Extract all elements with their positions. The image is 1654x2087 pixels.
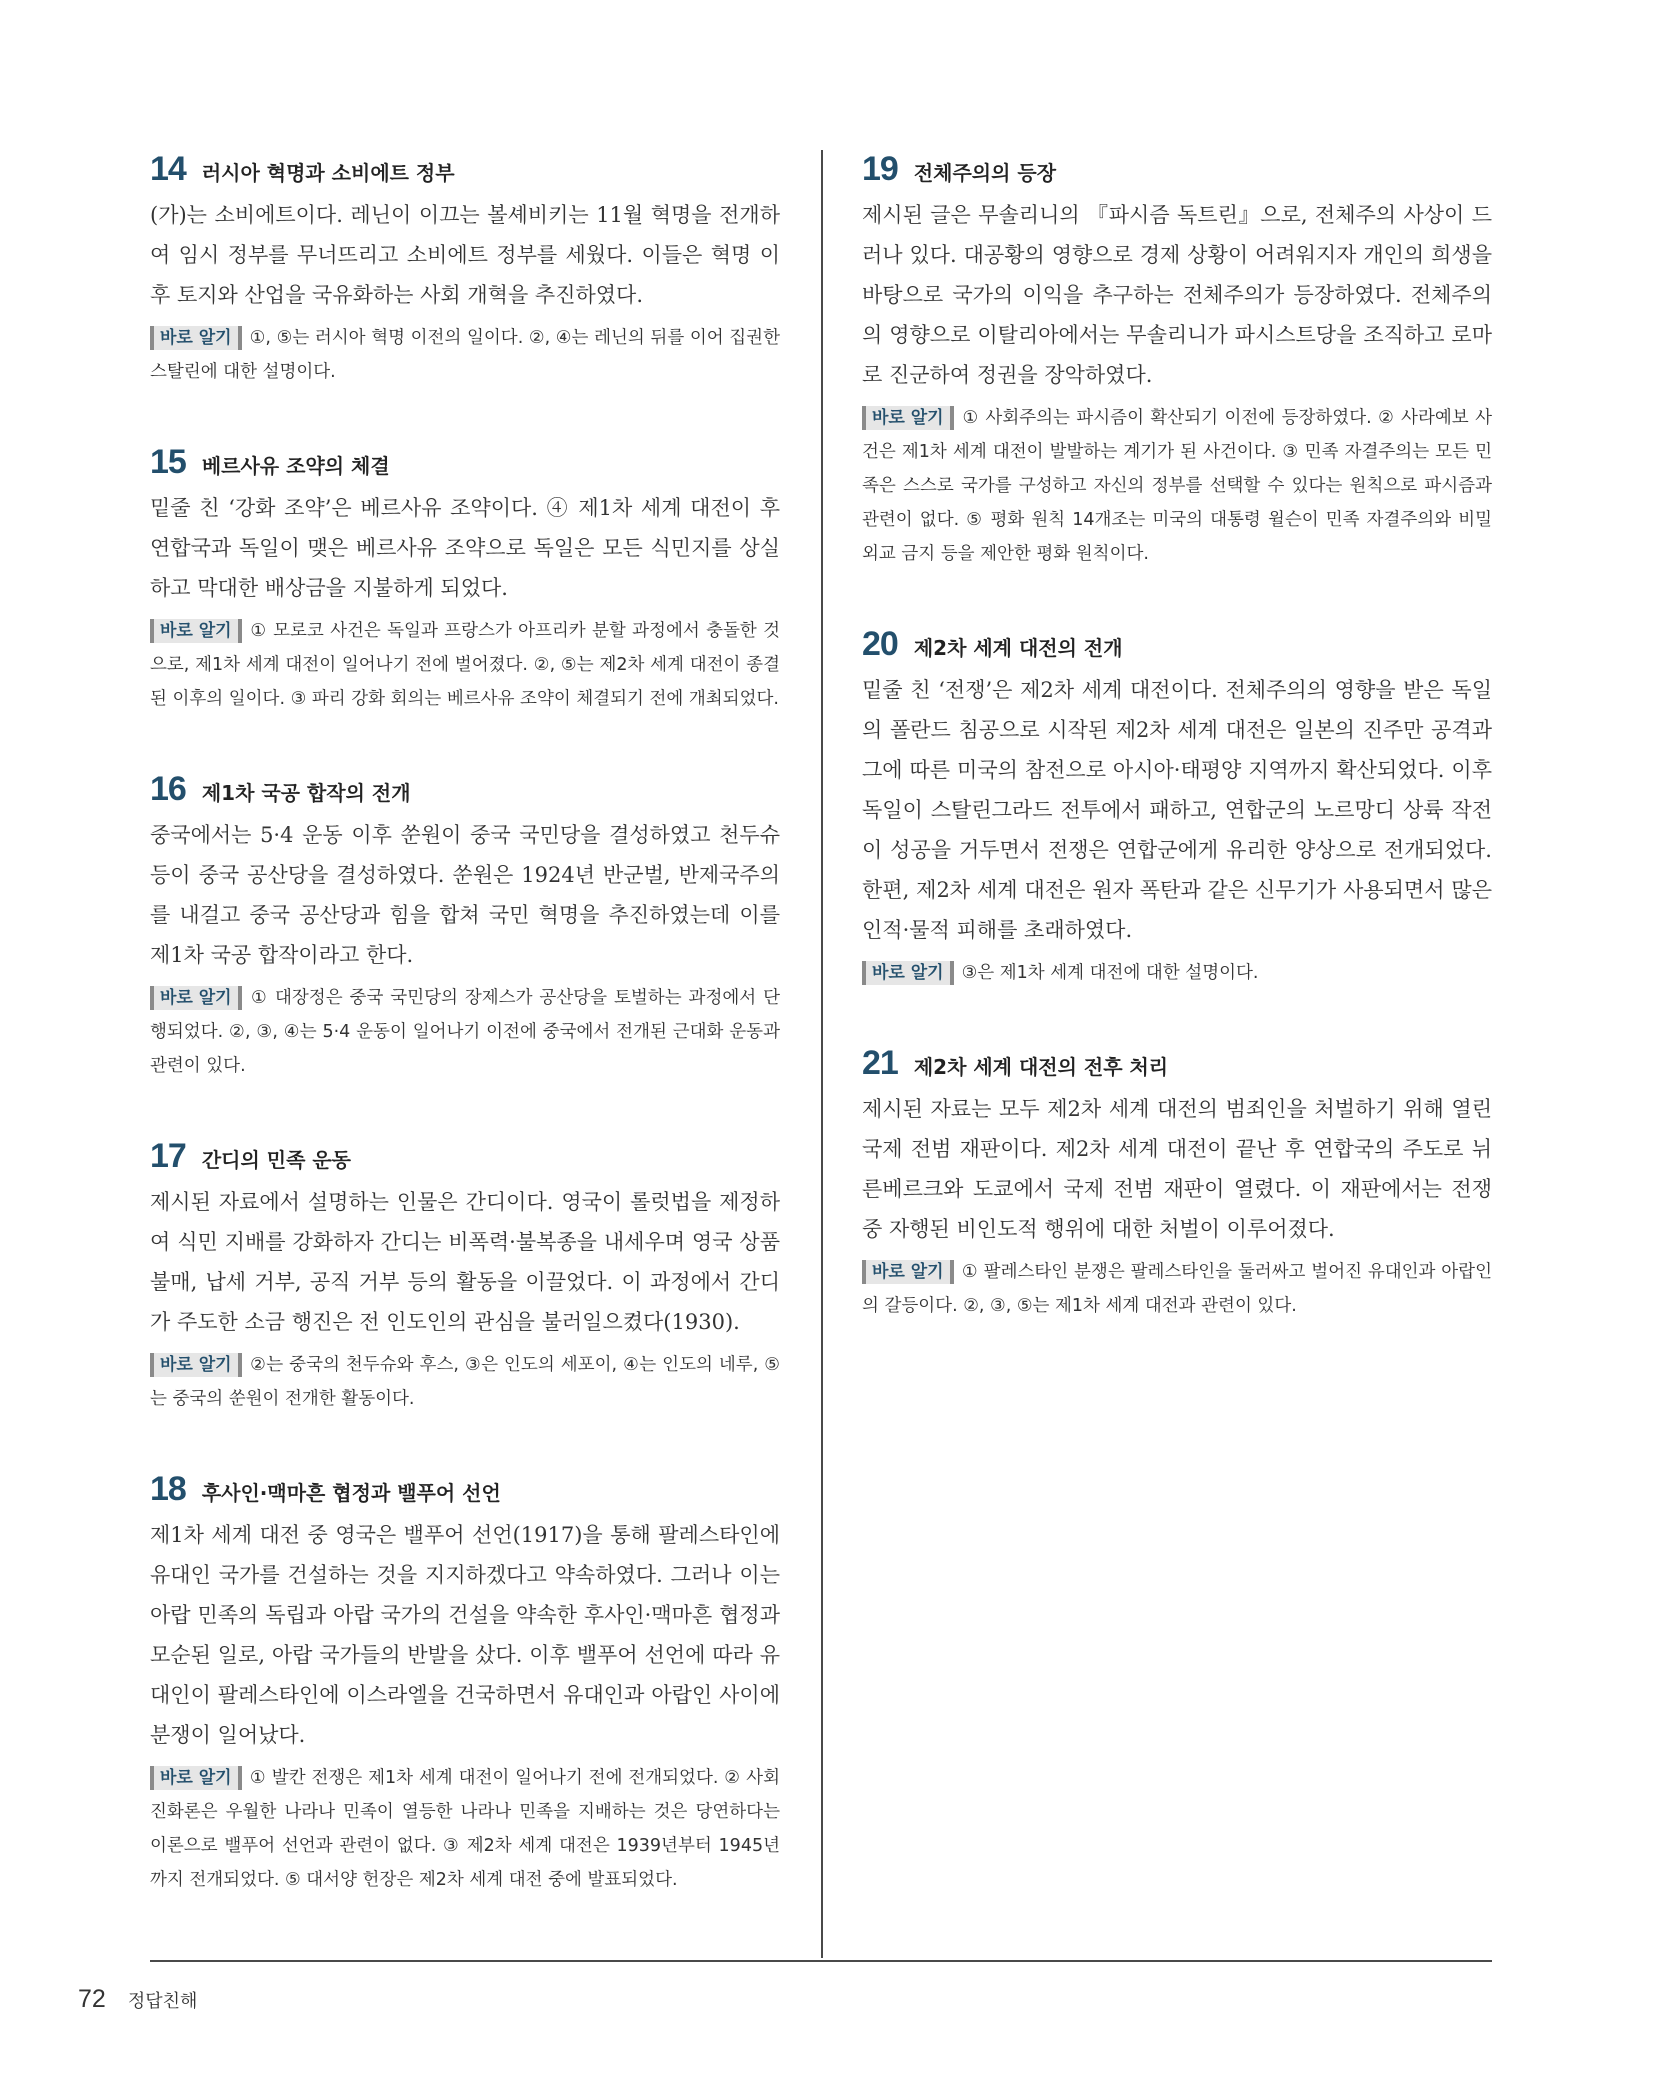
explanation-text: 제1차 세계 대전 중 영국은 밸푸어 선언(1917)을 통해 팔레스타인에 유대인 국가를 건설하는 것을 지지하겠다고 약속하였다. 그러나 이는 아랍 민족의 독립과 아랍 국가의 건설을 약속한 후사인·맥마흔 협정과 모순된 일로, 아랍 국가들의 반발을 샀다. 이후 밸푸어 선언에 따라 유대인이 팔레스타인에 이스라엘을 건국하면서 유대인과 아랍인 사이에 분쟁이 일어났다. [150,1523,780,1747]
correction-text: ① 모로코 사건은 독일과 프랑스가 아프리카 분할 과정에서 충돌한 것으로, 제1차 세계 대전이 일어나기 전에 벌어졌다. ②, ⑤는 제2차 세계 대전이 종결된 이후의 일이다. ③ 파리 강화 회의는 베르사유 조약이 체결되기 전에 개최되었다. [150,621,780,709]
correction-note [862,1255,1492,1323]
baro-algi-tag: 바로 알기 [150,326,242,350]
baro-algi-tag: 바로 알기 [862,406,954,430]
answer-section-15 [150,443,780,716]
explanation-text: 중국에서는 5·4 운동 이후 쑨원이 중국 국민당을 결성하였고 천두슈 등이 중국 공산당을 결성하였다. 쑨원은 1924년 반군벌, 반제국주의를 내걸고 중국 공산당과 힘을 합쳐 국민 혁명을 추진하였는데 이를 제1차 국공 합작이라고 한다. [150,823,780,967]
answer-section-18 [150,1470,780,1897]
correction-text: ① 사회주의는 파시즘이 확산되기 이전에 등장하였다. ② 사라예보 사건은 제1차 세계 대전이 발발하는 계기가 된 사건이다. ③ 민족 자결주의는 모든 민족은 스스로 국가를 구성하고 자신의 정부를 선택할 수 있다는 원칙으로 파시즘과 관련이 없다. ⑤ 평화 원칙 14개조는 미국의 대통령 윌슨이 민족 자결주의와 비밀 외교 금지 등을 제안한 평화 원칙이다. [862,408,1492,564]
section-header [862,625,1492,664]
correction-note [150,321,780,389]
footer-rule [150,1960,1492,1962]
baro-algi-tag: 바로 알기 [150,986,242,1010]
baro-algi-tag: 바로 알기 [150,619,242,643]
correction-text: ②는 중국의 천두슈와 후스, ③은 인도의 세포이, ④는 인도의 네루, ⑤는 중국의 쑨원이 전개한 활동이다. [150,1355,780,1409]
answer-section-17 [150,1137,780,1416]
answer-section-19 [862,150,1492,571]
baro-algi-tag: 바로 알기 [862,1260,954,1284]
section-title: 제2차 세계 대전의 전후 처리 [913,1055,1169,1079]
section-header [150,1470,780,1509]
correction-note [862,401,1492,571]
correction-note [150,614,780,716]
correction-note [862,956,1492,990]
answer-section-16 [150,770,780,1083]
section-header [862,150,1492,189]
column-divider [821,150,823,1958]
baro-algi-tag: 바로 알기 [150,1766,242,1790]
section-title: 러시아 혁명과 소비에트 정부 [201,161,455,185]
correction-text: ①, ⑤는 러시아 혁명 이전의 일이다. ②, ④는 레닌의 뒤를 이어 집권한 스탈린에 대한 설명이다. [150,328,780,382]
correction-text: ③은 제1차 세계 대전에 대한 설명이다. [961,963,1259,983]
correction-text: ① 대장정은 중국 국민당의 장제스가 공산당을 토벌하는 과정에서 단행되었다. ②, ③, ④는 5·4 운동이 일어나기 이전에 중국에서 전개된 근대화 운동과 관련이 있다. [150,988,780,1076]
question-number: 17 [150,1137,186,1175]
section-header [150,443,780,482]
section-title: 후사인·맥마흔 협정과 밸푸어 선언 [201,1481,501,1505]
question-number: 19 [862,150,898,188]
page-footer [78,1985,197,2014]
section-title: 제1차 국공 합작의 전개 [201,781,411,805]
section-title: 베르사유 조약의 체결 [201,454,390,478]
answer-section-20 [862,625,1492,990]
correction-text: ① 발칸 전쟁은 제1차 세계 대전이 일어나기 전에 전개되었다. ② 사회 진화론은 우월한 나라나 민족이 열등한 나라나 민족을 지배하는 것은 당연하다는 이론으로 밸푸어 선언과 관련이 없다. ③ 제2차 세계 대전은 1939년부터 1945년까지 전개되었다. ⑤ 대서양 헌장은 제2차 세계 대전 중에 발표되었다. [150,1768,780,1890]
question-number: 15 [150,443,186,481]
explanation-text: 밑줄 친 ‘전쟁’은 제2차 세계 대전이다. 전체주의의 영향을 받은 독일의 폴란드 침공으로 시작된 제2차 세계 대전은 일본의 진주만 공격과 그에 따른 미국의 참전으로 아시아·태평양 지역까지 확산되었다. 이후 독일이 스탈린그라드 전투에서 패하고, 연합군의 노르망디 상륙 작전이 성공을 거두면서 전쟁은 연합군에게 유리한 양상으로 전개되었다. 한편, 제2차 세계 대전은 원자 폭탄과 같은 신무기가 사용되면서 많은 인적·물적 피해를 초래하였다. [862,678,1492,942]
explanation-text: 제시된 글은 무솔리니의 『파시즘 독트린』으로, 전체주의 사상이 드러나 있다. 대공황의 영향으로 경제 상황이 어려워지자 개인의 희생을 바탕으로 국가의 이익을 추구하는 전체주의가 등장하였다. 전체주의의 영향으로 이탈리아에서는 무솔리니가 파시스트당을 조직하고 로마로 진군하여 정권을 장악하였다. [862,203,1492,387]
section-header [150,770,780,809]
question-number: 20 [862,625,898,663]
section-title: 전체주의의 등장 [913,161,1057,185]
explanation-text: 제시된 자료에서 설명하는 인물은 간디이다. 영국이 롤럿법을 제정하여 식민 지배를 강화하자 간디는 비폭력·불복종을 내세우며 영국 상품 불매, 납세 거부, 공직 거부 등의 활동을 이끌었다. 이 과정에서 간디가 주도한 소금 행진은 전 인도인의 관심을 불러일으켰다(1930). [150,1190,780,1334]
question-number: 21 [862,1044,898,1082]
left-column [150,150,780,1951]
correction-note [150,981,780,1083]
section-header [150,150,780,189]
explanation-text: 제시된 자료는 모두 제2차 세계 대전의 범죄인을 처벌하기 위해 열린 국제 전범 재판이다. 제2차 세계 대전이 끝난 후 연합국의 주도로 뉘른베르크와 도쿄에서 국제 전범 재판이 열렸다. 이 재판에서는 전쟁 중 자행된 비인도적 행위에 대한 처벌이 이루어졌다. [862,1097,1492,1241]
baro-algi-tag: 바로 알기 [150,1353,242,1377]
section-title: 제2차 세계 대전의 전개 [913,636,1123,660]
section-header [150,1137,780,1176]
explanation-text: (가)는 소비에트이다. 레닌이 이끄는 볼셰비키는 11월 혁명을 전개하여 임시 정부를 무너뜨리고 소비에트 정부를 세웠다. 이들은 혁명 이후 토지와 산업을 국유화하는 사회 개혁을 추진하였다. [150,203,780,307]
section-title: 간디의 민족 운동 [201,1148,351,1172]
baro-algi-tag: 바로 알기 [862,961,954,985]
right-column [862,150,1492,1377]
answer-section-14 [150,150,780,389]
page-number: 72 [78,1985,106,2013]
question-number: 16 [150,770,186,808]
explanation-text: 밑줄 친 ‘강화 조약’은 베르사유 조약이다. ④ 제1차 세계 대전이 후 연합국과 독일이 맺은 베르사유 조약으로 독일은 모든 식민지를 상실하고 막대한 배상금을 지불하게 되었다. [150,496,780,600]
question-number: 14 [150,150,186,188]
correction-note [150,1761,780,1897]
section-header [862,1044,1492,1083]
answer-section-21 [862,1044,1492,1323]
correction-text: ① 팔레스타인 분쟁은 팔레스타인을 둘러싸고 벌어진 유대인과 아랍인의 갈등이다. ②, ③, ⑤는 제1차 세계 대전과 관련이 있다. [862,1262,1492,1316]
correction-note [150,1348,780,1416]
book-section-label: 정답친해 [127,1991,198,2012]
question-number: 18 [150,1470,186,1508]
